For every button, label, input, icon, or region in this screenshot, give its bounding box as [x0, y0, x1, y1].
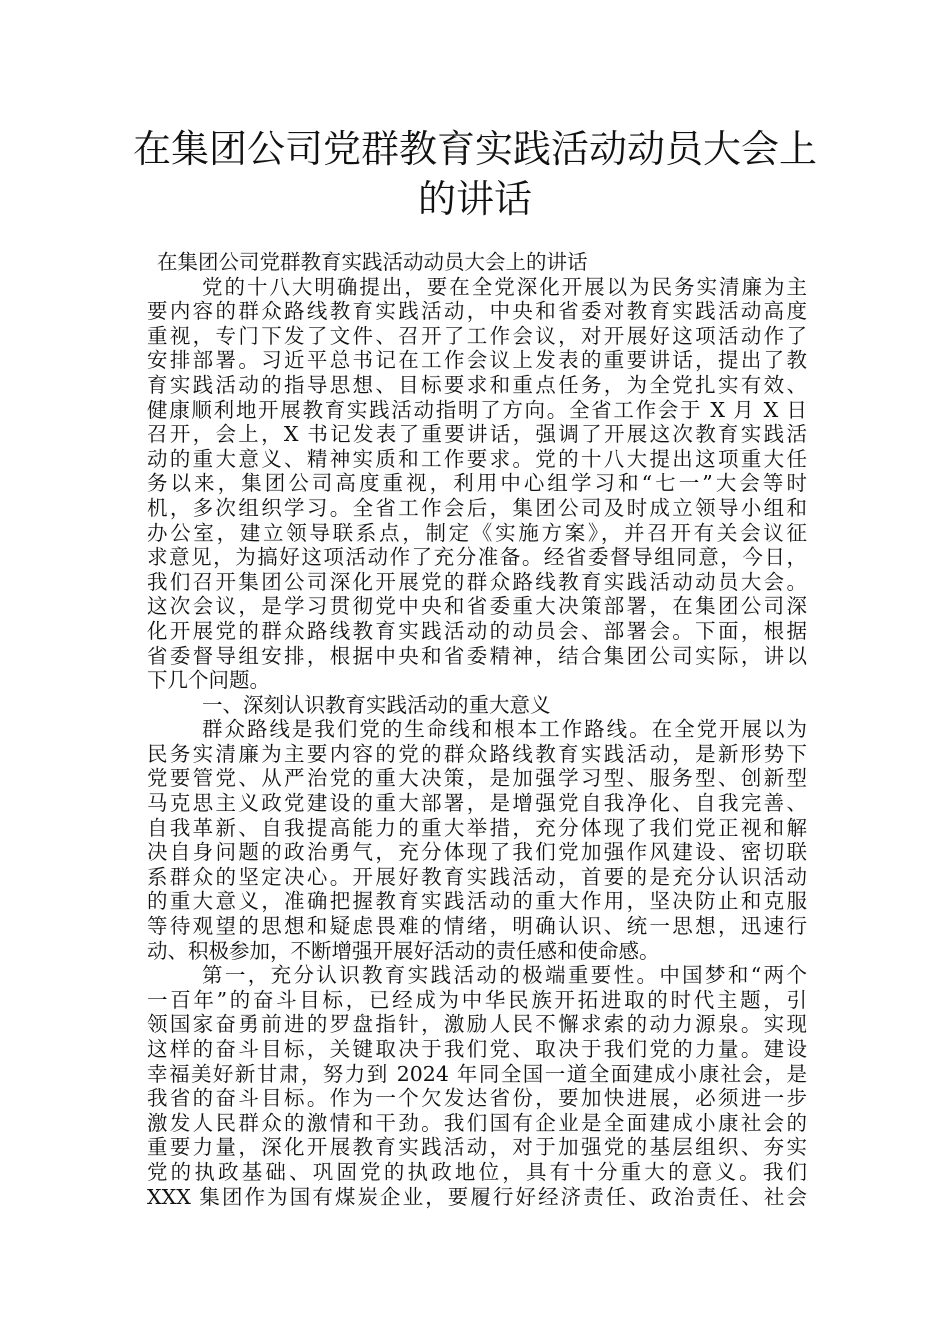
paragraph-line: 第一，充分认识教育实践活动的极端重要性。中国梦和“两个: [202, 963, 807, 988]
paragraph-line: 机，多次组织学习。全省工作会后，集团公司及时成立领导小组和: [147, 495, 807, 520]
paragraph-line: 这次会议，是学习贯彻党中央和省委重大决策部署，在集团公司深: [147, 594, 807, 619]
paragraph-line: 群众路线是我们党的生命线和根本工作路线。在全党开展以为: [202, 717, 807, 742]
paragraph-line: 要内容的群众路线教育实践活动，中央和省委对教育实践活动高度: [147, 299, 807, 324]
paragraph-line: 这样的奋斗目标，关键取决于我们党、取决于我们党的力量。建设: [147, 1037, 807, 1061]
paragraph-line: 重视，专门下发了文件、召开了工作会议，对开展好这项活动作了: [147, 323, 807, 348]
paragraph-line: 办公室，建立领导联系点，制定《实施方案》，并召开有关会议征: [147, 520, 807, 545]
paragraph-line: 我们召开集团公司深化开展党的群众路线教育实践活动动员大会。: [147, 569, 807, 594]
paragraph-line: 民务实清廉为主要内容的党的群众路线教育实践活动，是新形势下: [147, 741, 807, 766]
paragraph-line: 求意见，为搞好这项活动作了充分准备。经省委督导组同意，今日，: [147, 545, 807, 570]
document-title-line-1: 在集团公司党群教育实践活动动员大会上: [132, 127, 817, 171]
paragraph-line: 党要管党、从严治党的重大决策，是加强学习型、服务型、创新型: [147, 766, 807, 791]
paragraph-line: 幸福美好新甘肃，努力到 2024 年同全国一道全面建成小康社会，是: [147, 1061, 807, 1086]
paragraph-line: 动的重大意义、精神实质和工作要求。党的十八大提出这项重大任: [147, 446, 807, 471]
paragraph-line: 的重大意义，准确把握教育实践活动的重大作用，坚决防止和克服: [147, 889, 807, 914]
paragraph-line: 重要力量，深化开展教育实践活动，对于加强党的基层组织、夯实: [147, 1135, 807, 1160]
paragraph-line: 化开展党的群众路线教育实践活动的动员会、部署会。下面，根据: [147, 618, 807, 643]
paragraph-line: 育实践活动的指导思想、目标要求和重点任务，为全党扎实有效、: [147, 372, 807, 397]
paragraph-line: 自我革新、自我提高能力的重大举措，充分体现了我们党正视和解: [147, 815, 807, 840]
paragraph-line: 系群众的坚定决心。开展好教育实践活动，首要的是充分认识活动: [147, 864, 807, 889]
paragraph-line: 下几个问题。: [147, 668, 270, 693]
paragraph-line: 安排部署。习近平总书记在工作会议上发表的重要讲话，提出了教: [147, 348, 807, 373]
paragraph-line: 等待观望的思想和疑虑畏难的情绪，明确认识、统一思想，迅速行: [147, 914, 807, 939]
document-title: [120, 124, 830, 224]
paragraph-line: 省委督导组安排，根据中央和省委精神，结合集团公司实际，讲以: [147, 643, 807, 668]
paragraph-line: 激发人民群众的激情和干劲。我们国有企业是全面建成小康社会的: [147, 1110, 807, 1135]
paragraph-line: 动、积极参加，不断增强开展好活动的责任感和使命感。: [147, 938, 660, 963]
paragraph-line: 领国家奋勇前进的罗盘指针，激励人民不懈求索的动力源泉。实现: [147, 1012, 807, 1037]
paragraph-line: 党的执政基础、巩固党的执政地位，具有十分重大的意义。我们: [147, 1159, 807, 1184]
paragraph-line: 召开，会上，X 书记发表了重要讲话，强调了开展这次教育实践活: [147, 422, 807, 447]
paragraph-line: 决自身问题的政治勇气，充分体现了我们党加强作风建设、密切联: [147, 840, 807, 865]
paragraph-line: 党的十八大明确提出，要在全党深化开展以为民务实清廉为主: [202, 274, 807, 299]
section-heading: 一、深刻认识教育实践活动的重大意义: [202, 692, 551, 717]
paragraph-line: 务以来，集团公司高度重视，利用中心组学习和“七一”大会等时: [147, 471, 807, 496]
document-body: [147, 250, 807, 1209]
paragraph-line: 一百年”的奋斗目标，已经成为中华民族开拓进取的时代主题，引: [147, 987, 807, 1012]
paragraph-line: XXX 集团作为国有煤炭企业，要履行好经济责任、政治责任、社会: [147, 1184, 807, 1209]
paragraph-line: 我省的奋斗目标。作为一个欠发达省份，要加快进展，必须进一步: [147, 1086, 807, 1111]
document-title-line-2: 的讲话: [417, 177, 532, 221]
paragraph-line: 健康顺利地开展教育实践活动指明了方向。全省工作会于 X 月 X 日: [147, 397, 807, 422]
subtitle-line: 在集团公司党群教育实践活动动员大会上的讲话: [157, 250, 588, 274]
paragraph-line: 马克思主义政党建设的重大部署，是增强党自我净化、自我完善、: [147, 791, 807, 816]
